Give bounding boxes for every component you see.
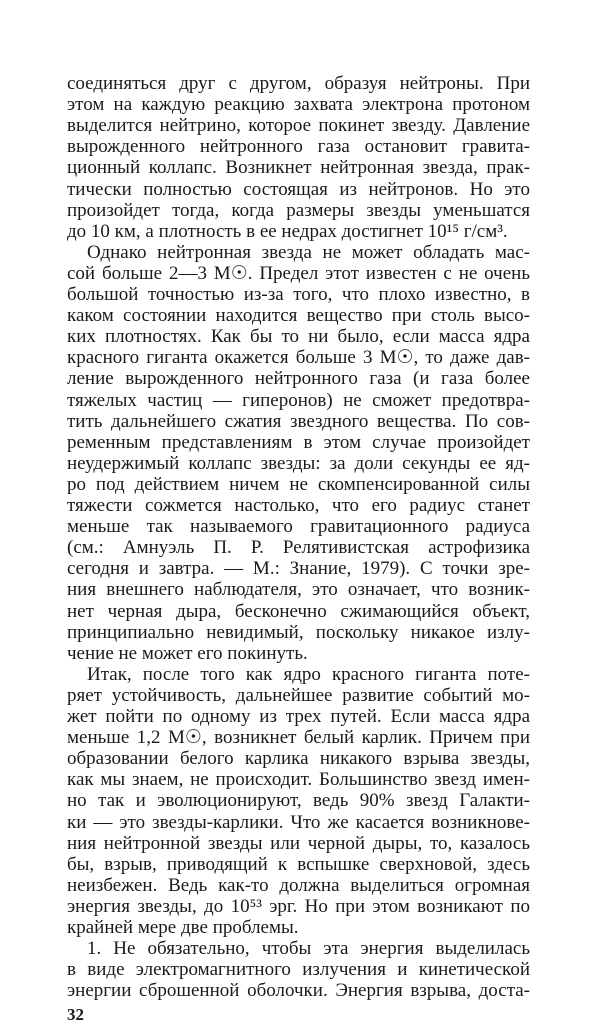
text-line: вырожденного нейтронного газа остановит гравита- [67, 136, 530, 158]
text-line: принципиально невидимый, поскольку никакое излу- [67, 621, 530, 643]
text-line: красного гиганта окажется больше 3 M☉, то даже дав- [67, 347, 530, 369]
text-line: ния нейтронной звезды или черной дыры, то, казалось [67, 832, 530, 854]
text-line: тяжелых частиц — гиперонов) не сможет предотвра- [67, 389, 530, 411]
text-line: ременным представлениям в этом случае произойдет [67, 431, 530, 453]
text-line: сой больше 2—3 M☉. Предел этот известен с не очень [67, 262, 530, 284]
text-line: крайней мере две проблемы. [67, 917, 299, 938]
text-line: энергии сброшенной оболочки. Энергия взрыва, доста- [67, 980, 530, 1002]
text-line: ния внешнего наблюдателя, это означает, что возник- [67, 579, 530, 601]
text-line: ление вырожденного нейтронного газа (и газа более [67, 368, 530, 390]
text-line: бы, взрыв, приводящий к вспышке сверхновой, здесь [67, 853, 530, 875]
page-number: 32 [67, 1005, 84, 1025]
text-line: соединяться друг с другом, образуя нейтроны. При [67, 73, 530, 94]
text-line: меньше так называемого гравитационного радиуса [67, 516, 530, 538]
text-line: этом на каждую реакцию захвата электрона протоном [67, 94, 530, 116]
paragraph-first-line: Однако нейтронная звезда не может обладать мас- [87, 241, 530, 263]
text-line: произойдет тогда, когда размеры звезды уменьшатся [67, 199, 530, 221]
text-line: ро под действием ничем не скомпенсированной силы [67, 473, 530, 495]
text-line: неизбежен. Ведь как-то должна выделиться огромная [67, 874, 530, 896]
text-line: ряет устойчивость, дальнейшее развитие событий мо- [67, 684, 530, 706]
text-line: (см.: Амнуэль П. Р. Релятивистская астрофизика [67, 537, 530, 559]
text-line: каком состоянии находится вещество при столь высо- [67, 305, 530, 327]
text-line: тить дальнейшего сжатия звездного вещества. По сов- [67, 410, 530, 432]
text-line: ких плотностях. Как бы то ни было, если масса ядра [67, 326, 530, 348]
paragraph-first-line: Итак, после того как ядро красного гиганта поте- [87, 663, 530, 685]
text-line: жет пойти по одному из трех путей. Если масса ядра [67, 706, 530, 727]
paragraph-first-line: 1. Не обязательно, чтобы эта энергия выделилась [87, 938, 530, 960]
text-line: как мы знаем, не происходит. Большинство звезд имен- [67, 769, 530, 791]
text-line: сегодня и завтра. — М.: Знание, 1979). С точки зре- [67, 558, 530, 580]
text-line: большой точностью из-за того, что плохо известно, в [67, 284, 530, 305]
text-line: тяжести сожмется настолько, что его радиус станет [67, 495, 530, 516]
text-line: выделится нейтрино, которое покинет звезду. Давление [67, 115, 530, 137]
text-line: ки — это звезды-карлики. Что же касается возникнове- [67, 811, 530, 833]
text-line: но так и эволюционируют, ведь 90% звезд Галакти- [67, 790, 530, 812]
text-line: тически полностью состоящая из нейтронов. Но это [67, 178, 530, 200]
text-line: чение не может его покинуть. [67, 642, 308, 664]
text-line: до 10 км, а плотность в ее недрах достигнет 10¹⁵ г/см³. [67, 220, 508, 242]
text-line: образовании белого карлика никакого взрыва звезды, [67, 748, 530, 770]
text-line: неудержимый коллапс звезды: за доли секунды ее яд- [67, 452, 530, 474]
text-line: энергия звезды, до 10⁵³ эрг. Но при этом возникают по [67, 895, 530, 917]
text-line: ционный коллапс. Возникнет нейтронная звезда, прак- [67, 157, 530, 179]
text-line: меньше 1,2 M☉, возникнет белый карлик. Причем при [67, 727, 530, 749]
text-line: нет черная дыра, бесконечно сжимающийся объект, [67, 600, 530, 622]
text-line: в виде электромагнитного излучения и кинетической [67, 959, 530, 981]
